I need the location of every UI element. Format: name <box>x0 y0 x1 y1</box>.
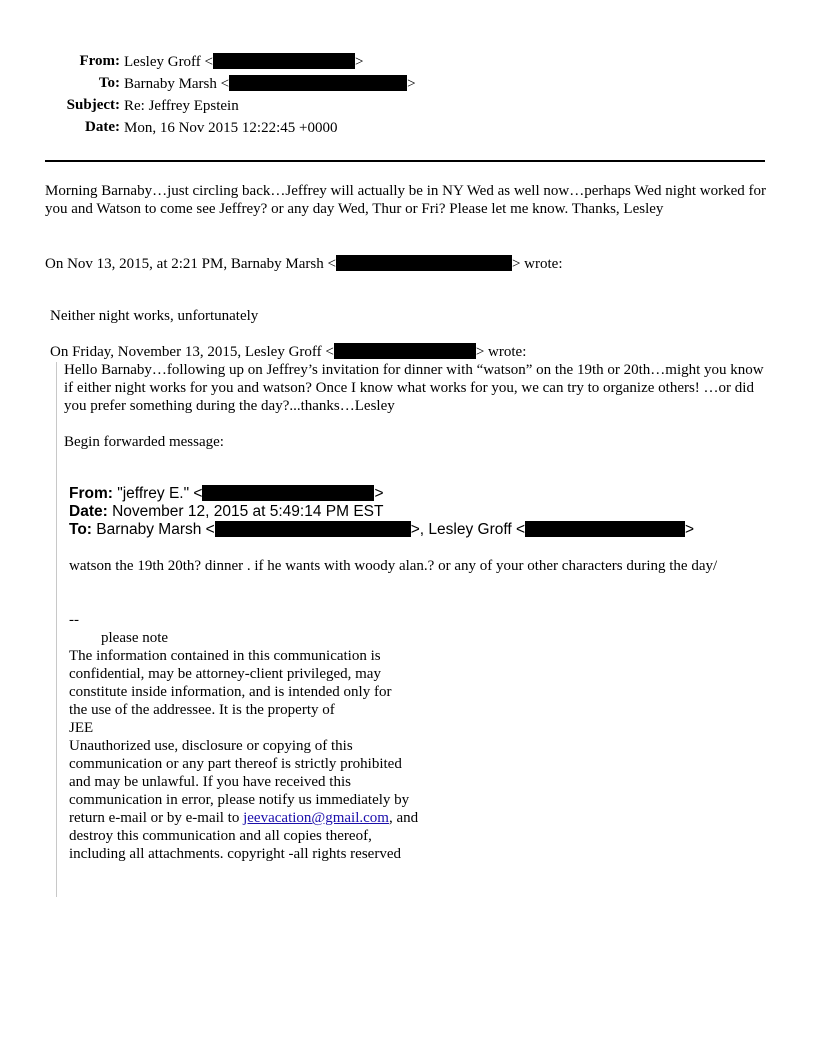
fwd-from-label: From: <box>69 485 113 502</box>
redaction-bar <box>525 521 685 537</box>
quote-bar <box>56 362 57 897</box>
forward-label: Begin forwarded message: <box>64 434 224 450</box>
please-note: please note <box>101 630 169 646</box>
to-label: To: <box>98 75 120 91</box>
email-link[interactable]: jeevacation@gmail.com <box>243 810 389 826</box>
disclaimer-line: confidential, may be attorney-client privileged, may <box>69 666 381 682</box>
disclaimer-line: including all attachments. copyright -all rights reserved <box>69 846 401 862</box>
subject-label: Subject: <box>66 97 120 113</box>
disclaimer-line: and may be unlawful. If you have received this <box>69 774 351 790</box>
fwd-date: Date: November 12, 2015 at 5:49:14 PM EST <box>69 503 384 520</box>
disclaimer-line: communication in error, please notify us immediately by <box>69 792 410 808</box>
to-value: Barnaby Marsh < > <box>124 76 416 92</box>
redaction-bar <box>336 255 512 271</box>
redaction-bar <box>202 485 374 501</box>
signature-dashes: -- <box>69 612 79 628</box>
disclaimer-line: JEE <box>69 720 94 736</box>
fwd-date-label: Date: <box>69 503 108 520</box>
quote1-intro: On Nov 13, 2015, at 2:21 PM, Barnaby Marsh < > wrote: <box>45 256 563 272</box>
fwd-to-label: To: <box>69 521 92 538</box>
disclaimer <box>69 647 418 863</box>
fwd-from: From: "jeffrey E." < > <box>69 485 384 502</box>
quote2-intro: On Friday, November 13, 2015, Lesley Groff < > wrote: <box>50 344 527 360</box>
fwd-message: watson the 19th 20th? dinner . if he wants with woody alan.? or any of your other characters during the day/ <box>69 558 718 574</box>
disclaimer-line: communication or any part thereof is strictly prohibited <box>69 756 402 772</box>
from-name: Lesley Groff < <box>124 54 213 70</box>
header-divider <box>45 160 765 162</box>
redaction-bar <box>229 75 407 91</box>
to-name: Barnaby Marsh < <box>124 76 230 92</box>
message-body: Morning Barnaby…just circling back…Jeffrey will actually be in NY Wed as well now…perhaps Wed night worked for you and Watson to come see Jeffrey? or any day Wed, Thur or Fri? Please let me know. Thanks, Lesley <box>45 183 767 217</box>
disclaimer-line: constitute inside information, and is intended only for <box>69 684 392 700</box>
quote2-text: Hello Barnaby…following up on Jeffrey’s invitation for dinner with “watson” on the 19th or 20th…might you know if either night works for you and watson? Once I know what works for you, we can try to organize others! …or did you prefer something during the day?...thanks…Lesley <box>64 362 764 414</box>
redaction-bar <box>213 53 355 69</box>
disclaimer-line: Unauthorized use, disclosure or copying of this <box>69 738 353 754</box>
from-label: From: <box>79 53 120 69</box>
redaction-bar <box>215 521 411 537</box>
redaction-bar <box>334 343 476 359</box>
disclaimer-line: the use of the addressee. It is the property of <box>69 702 335 718</box>
from-value: Lesley Groff < > <box>124 54 364 70</box>
quote1-text: Neither night works, unfortunately <box>50 308 259 324</box>
date-label: Date: <box>85 119 120 135</box>
disclaimer-line: destroy this communication and all copies thereof, <box>69 828 372 844</box>
disclaimer-line: return e-mail or by e-mail to jeevacation@gmail.com, and <box>69 810 419 826</box>
subject-value: Re: Jeffrey Epstein <box>124 98 239 114</box>
disclaimer-line: The information contained in this communication is <box>69 648 381 664</box>
date-value: Mon, 16 Nov 2015 12:22:45 +0000 <box>124 120 338 136</box>
fwd-to: To: Barnaby Marsh < >, Lesley Groff < > <box>69 521 695 538</box>
